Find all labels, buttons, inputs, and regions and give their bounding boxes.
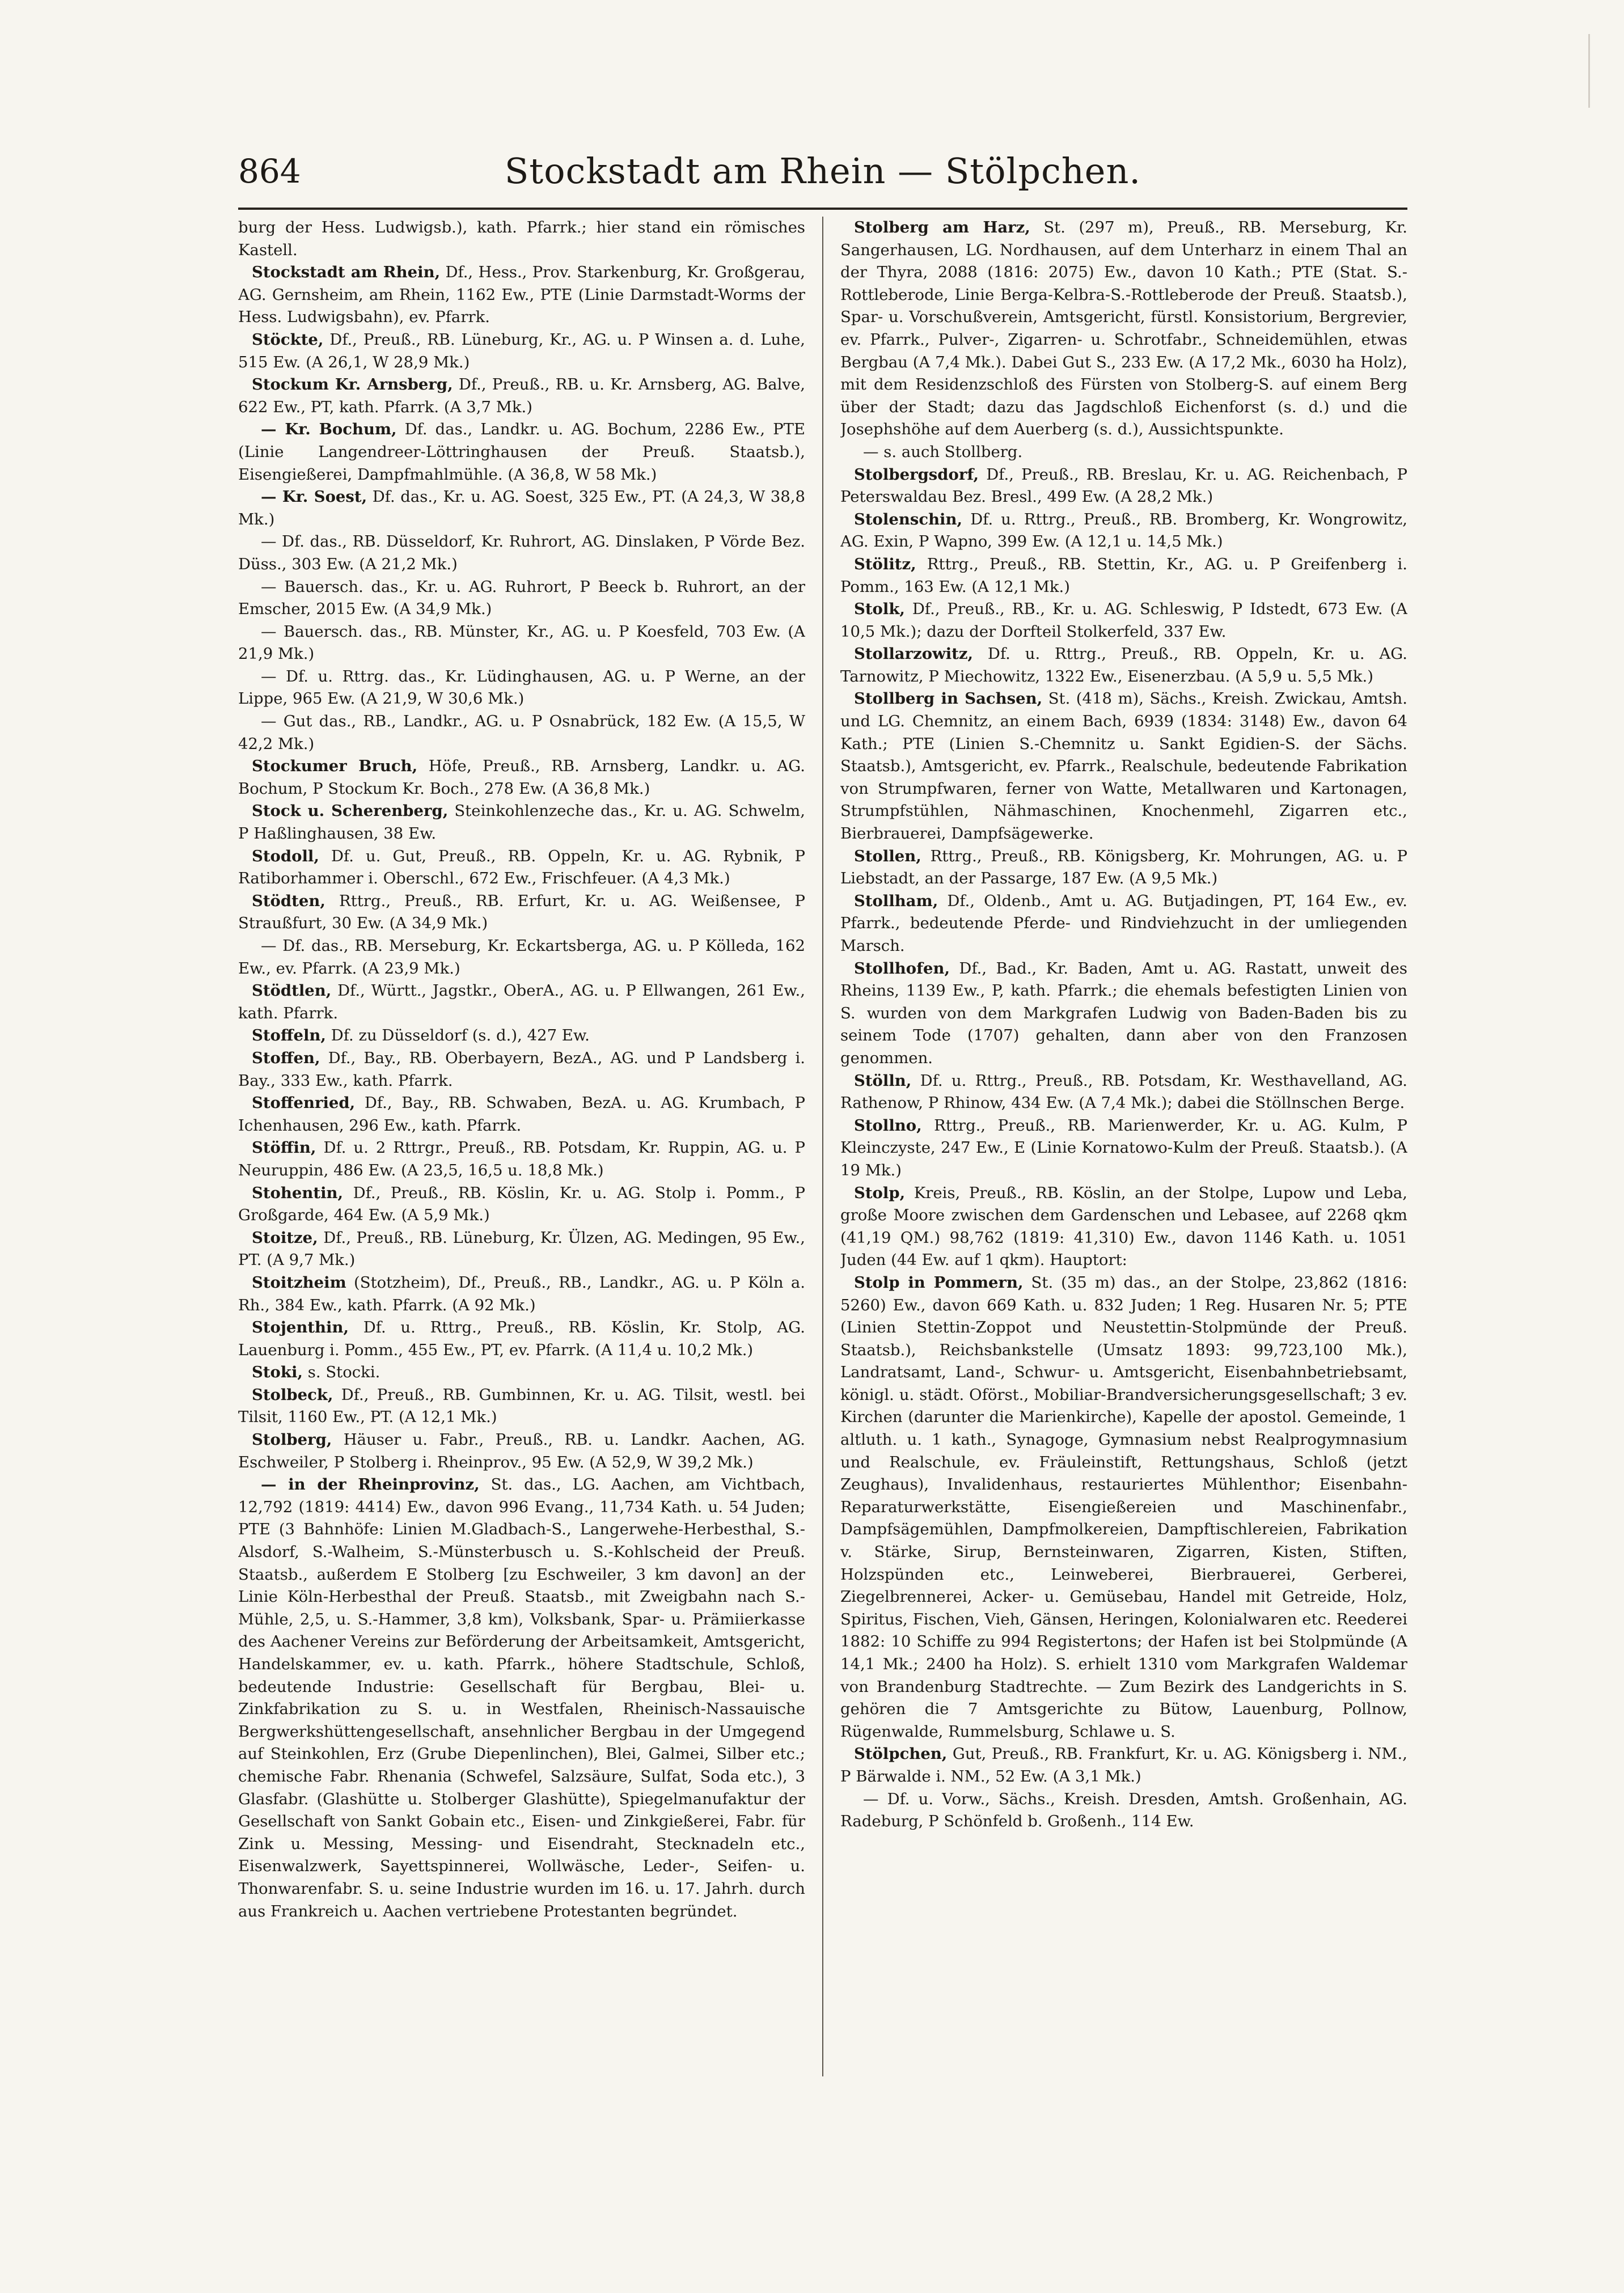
entry-headword: Stockumer Bruch, [252, 757, 418, 776]
entry-text: Df. u. Rttrg., Preuß., RB. Potsdam, Kr. Westhavelland, AG. Rathenow, P Rhinow, 434 Ew. (A 7,4 Mk.); dabei die Stöllnschen Berge. [840, 1071, 1407, 1112]
entry-headword: Stoitzheim [252, 1273, 346, 1292]
entry-text: Df. u. 2 Rttrgr., Preuß., RB. Potsdam, Kr. Ruppin, AG. u. P Neuruppin, 486 Ew. (A 23,5, 16,5 u. 18,8 Mk.) [238, 1139, 805, 1179]
column-divider [822, 217, 823, 2076]
entry-text: Rttrg., Preuß., RB. Erfurt, Kr. u. AG. Weißensee, P Straußfurt, 30 Ew. (A 34,9 Mk.) [238, 891, 805, 933]
gazetteer-entry [840, 1272, 1407, 1743]
running-title: Stockstadt am Rhein — Stölpchen. [504, 150, 1141, 192]
entry-headword: Stolberg, [252, 1431, 332, 1449]
entry-text: Df., Preuß., RB., Kr. u. AG. Schleswig, P Idstedt, 673 Ew. (A 10,5 Mk.); dazu der Dorfteil Stolkerfeld, 337 Ew. [840, 600, 1407, 641]
gazetteer-entry [238, 1025, 805, 1047]
gazetteer-entry [238, 329, 805, 374]
entry-headword: Stoffenried, [252, 1094, 356, 1112]
entry-headword: Stolbergsdorf, [854, 465, 979, 484]
gazetteer-entry [238, 890, 805, 935]
entry-text: — Df. u. Rttrg. das., Kr. Lüdinghausen, AG. u. P Werne, an der Lippe, 965 Ew. (A 21,9, W 30,6 Mk.) [238, 667, 805, 708]
gazetteer-entry [238, 261, 805, 329]
gazetteer-entry [238, 1272, 805, 1317]
entry-headword: — Kr. Soest, [261, 488, 367, 506]
gazetteer-entry [840, 688, 1407, 845]
entry-text: — s. auch Stollberg. [863, 442, 1023, 461]
entry-headword: Stölpchen, [854, 1745, 948, 1763]
entry-text: Df. u. Rttrg., Preuß., RB. Oppeln, Kr. u. AG. Tarnowitz, P Miechowitz, 1322 Ew., Eisenerzbau. (A 5,9 u. 5,5 Mk.) [840, 645, 1407, 686]
entry-text: (Stotzheim), Df., Preuß., RB., Landkr., AG. u. P Köln a. Rh., 384 Ew., kath. Pfarrk. (A 92 Mk.) [238, 1273, 805, 1314]
entry-text: Df., Preuß., RB. Lüneburg, Kr., AG. u. P Winsen a. d. Luhe, 515 Ew. (A 26,1, W 28,9 Mk.) [238, 330, 805, 371]
gazetteer-entry [238, 845, 805, 890]
gazetteer-entry [238, 1182, 805, 1227]
right-column [840, 217, 1407, 2076]
gazetteer-entry [840, 441, 1407, 464]
page-number: 864 [238, 152, 301, 191]
gazetteer-entry [238, 755, 805, 800]
gazetteer-entry [238, 710, 805, 755]
entry-headword: Stock u. Scherenberg, [252, 802, 449, 820]
gazetteer-entry [238, 800, 805, 845]
gazetteer-entry [238, 374, 805, 418]
entry-text: s. Stocki. [302, 1363, 380, 1382]
entry-text: Df. u. Rttrg., Preuß., RB. Bromberg, Kr. Wongrowitz, AG. Exin, P Wapno, 399 Ew. (A 12,1 u. 14,5 Mk.) [840, 510, 1407, 551]
gazetteer-entry [238, 1429, 805, 1474]
left-column [238, 217, 805, 2076]
gazetteer-entry [840, 553, 1407, 598]
gazetteer-entry [840, 598, 1407, 643]
gazetteer-entry [840, 890, 1407, 958]
entry-text: Rttrg., Preuß., RB. Stettin, Kr., AG. u. P Greifenberg i. Pomm., 163 Ew. (A 12,1 Mk.) [840, 555, 1407, 596]
entry-text: Df. das., Landkr. u. AG. Bochum, 2286 Ew., PTE (Linie Langendreer-Löttringhausen der Preuß. Staatsb.), Eisengießerei, Dampfmahlmühle. (A 36,8, W 58 Mk.) [238, 420, 805, 484]
gazetteer-entry [238, 418, 805, 486]
entry-text: St. (297 m), Preuß., RB. Merseburg, Kr. Sangerhausen, LG. Nordhausen, auf dem Unterharz in einem Thal an der Thyra, 2088 (1816: 2075) Ew., davon 10 Kath.; PTE (Stat. S.-Rottleberode, Linie Berga-Kelbra-S.-Rottleberode der Preuß. Staatsb.), Spar- u. Vorschußverein, Amtsgericht, fürstl. Konsistorium, Bergrevier, ev. Pfarrk., Pulver-, Zigarren- u. Schrotfabr., Schneidemühlen, etwas Bergbau (A 7,4 Mk.). Dabei Gut S., 233 Ew. (A 17,2 Mk., 6030 ha Holz), mit dem Residenzschloß des Fürsten von Stolberg-S. auf einem Berg über der Stadt; dazu das Jagdschloß Eichenforst (s. d.) und die Josephshöhe auf dem Auerberg (s. d.), Aussichtspunkte. [840, 218, 1407, 439]
entry-headword: Stolp in Pommern, [854, 1273, 1024, 1292]
entry-headword: Stojenthin, [252, 1318, 349, 1337]
entry-text: Df. das., Kr. u. AG. Soest, 325 Ew., PT. (A 24,3, W 38,8 Mk.) [238, 488, 805, 528]
entry-headword: Stohentin, [252, 1183, 344, 1202]
text-columns [238, 217, 1407, 2076]
gazetteer-entry [238, 576, 805, 621]
margin-mark [1566, 34, 1590, 108]
entry-text: — Df. das., RB. Düsseldorf, Kr. Ruhrort, AG. Dinslaken, P Vörde Bez. Düss., 303 Ew. (A 21,2 Mk.) [238, 532, 805, 573]
entry-text: Häuser u. Fabr., Preuß., RB. u. Landkr. Aachen, AG. Eschweiler, P Stolberg i. Rheinprov., 95 Ew. (A 52,9, W 39,2 Mk.) [238, 1431, 805, 1471]
entry-text: Df. u. Rttrg., Preuß., RB. Köslin, Kr. Stolp, AG. Lauenburg i. Pomm., 455 Ew., PT, ev. Pfarrk. (A 11,4 u. 10,2 Mk.) [238, 1318, 805, 1359]
gazetteer-entry [840, 845, 1407, 890]
entry-headword: Stolp, [854, 1183, 906, 1202]
gazetteer-entry [238, 1361, 805, 1384]
entry-headword: Stödten, [252, 891, 325, 910]
gazetteer-entry [238, 621, 805, 666]
gazetteer-entry [238, 1227, 805, 1272]
entry-text: Df., Oldenb., Amt u. AG. Butjadingen, PT, 164 Ew., ev. Pfarrk., bedeutende Pferde- und Rindviehzucht in der umliegenden Marsch. [840, 891, 1407, 955]
gazetteer-entry [840, 643, 1407, 688]
header-rule [238, 208, 1407, 210]
entry-headword: Stolbeck, [252, 1385, 333, 1404]
entry-text: St. das., LG. Aachen, am Vichtbach, 12,792 (1819: 4414) Ew., davon 996 Evang., 11,734 Kath. u. 54 Juden; PTE (3 Bahnhöfe: Linien M.Gladbach-S., Langerwehe-Herbesthal, S.-Alsdorf, S.-Walheim, S.-Münsterbusch u. S.-Kohlscheid der Preuß. Staatsb., außerdem E Stolberg [zu Eschweiler, 3 km davon] an der Linie Köln-Herbesthal der Preuß. Staatsb., mit Zweigbahn nach S.-Mühle, 2,5, u. S.-Hammer, 3,8 km), Volksbank, Spar- u. Prämiierkasse des Aachener Vereins zur Beförderung der Arbeitsamkeit, Amtsgericht, Handelskammer, ev. u. kath. Pfarrk., höhere Stadtschule, Schloß, bedeutende Industrie: Gesellschaft für Bergbau, Blei- u. Zinkfabrikation zu S. u. in Westfalen, Rheinisch-Nassauische Bergwerkshüttengesellschaft, ansehnlicher Bergbau in der Umgegend auf Steinkohlen, Erz (Grube Diepenlinchen), Blei, Galmei, Silber etc.; chemische Fabr. Rhenania (Schwefel, Salzsäure, Sulfat, Soda etc.), 3 Glasfabr. (Glashütte u. Stolberger Glashütte), Spiegelmanufaktur der Gesellschaft von Sankt Gobain etc., Eisen- und Zinkgießerei, Fabr. für Zink u. Messing, Messing- und Eisendraht, Stecknadeln etc., Eisenwalzwerk, Sayettspinnerei, Wollwäsche, Leder-, Seifen- u. Thonwarenfabr. S. u. seine Industrie wurden im 16. u. 17. Jahrh. durch aus Frankreich u. Aachen vertriebene Protestanten begründet. [238, 1475, 805, 1920]
entry-headword: Stockum Kr. Arnsberg, [252, 375, 453, 394]
entry-headword: — in der Rheinprovinz, [261, 1475, 480, 1494]
entry-text: Rttrg., Preuß., RB. Marienwerder, Kr. u. AG. Kulm, P Kleinczyste, 247 Ew., E (Linie Kornatowo-Kulm der Preuß. Staatsb.). (A 19 Mk.) [840, 1116, 1407, 1179]
entry-headword: Stolberg am Harz, [854, 218, 1030, 236]
entry-headword: Stölitz, [854, 555, 916, 573]
entry-headword: Stolk, [854, 600, 905, 619]
gazetteer-entry [238, 531, 805, 576]
gazetteer-entry [238, 486, 805, 531]
gazetteer-entry [840, 217, 1407, 441]
entry-text: Df., Bay., RB. Schwaben, BezA. u. AG. Krumbach, P Ichenhausen, 296 Ew., kath. Pfarrk. [238, 1094, 805, 1135]
gazetteer-entry [238, 1384, 805, 1429]
entry-headword: Stoitze, [252, 1228, 318, 1247]
gazetteer-entry [238, 666, 805, 710]
entry-headword: Stollarzowitz, [854, 645, 974, 663]
entry-text: Df., Württ., Jagstkr., OberA., AG. u. P Ellwangen, 261 Ew., kath. Pfarrk. [238, 981, 805, 1022]
gazetteer-entry [238, 1092, 805, 1137]
entry-text: Df., Bay., RB. Oberbayern, BezA., AG. und P Landsberg i. Bay., 333 Ew., kath. Pfarrk. [238, 1048, 805, 1090]
page-header [238, 149, 1407, 200]
entry-headword: Stölln, [854, 1071, 912, 1090]
gazetteer-entry [840, 1743, 1407, 1788]
entry-text: — Gut das., RB., Landkr., AG. u. P Osnabrück, 182 Ew. (A 15,5, W 42,2 Mk.) [238, 712, 805, 753]
entry-headword: Stollham, [854, 891, 938, 910]
entry-text: Df., Preuß., RB. Köslin, Kr. u. AG. Stolp i. Pomm., P Großgarde, 464 Ew. (A 5,9 Mk.) [238, 1183, 805, 1225]
entry-text: — Bauersch. das., RB. Münster, Kr., AG. u. P Koesfeld, 703 Ew. (A 21,9 Mk.) [238, 622, 805, 663]
gazetteer-entry [238, 1137, 805, 1182]
entry-headword: Stollno, [854, 1116, 922, 1135]
entry-text: — Df. das., RB. Merseburg, Kr. Eckartsberga, AG. u. P Kölleda, 162 Ew., ev. Pfarrk. (A 23,9 Mk.) [238, 937, 805, 978]
entry-headword: Stollhofen, [854, 959, 950, 978]
entry-text: Steinkohlenzeche das., Kr. u. AG. Schwelm, P Haßlinghausen, 38 Ew. [238, 802, 805, 843]
gazetteer-entry [840, 509, 1407, 553]
gazetteer-entry [840, 1182, 1407, 1272]
entry-text: Df. zu Düsseldorf (s. d.), 427 Ew. [326, 1026, 590, 1045]
entry-text: Df., Preuß., RB. u. Kr. Arnsberg, AG. Balve, 622 Ew., PT, kath. Pfarrk. (A 3,7 Mk.) [238, 375, 805, 416]
entry-headword: — Kr. Bochum, [261, 420, 397, 439]
entry-headword: Stödtlen, [252, 981, 332, 1000]
gazetteer-entry [238, 1474, 805, 1923]
gazetteer-entry [238, 1317, 805, 1361]
entry-headword: Stoffen, [252, 1048, 320, 1067]
entry-text: Df., Bad., Kr. Baden, Amt u. AG. Rastatt, unweit des Rheins, 1139 Ew., P, kath. Pfarrk.; die ehemals befestigten Linien von S. wurden von dem Markgrafen Ludwig von Baden-Baden bis zu seinem Tode (1707) gehalten, dann aber von den Franzosen genommen. [840, 959, 1407, 1067]
gazetteer-entry [238, 935, 805, 980]
entry-headword: Stöffin, [252, 1139, 316, 1157]
entry-text: Kreis, Preuß., RB. Köslin, an der Stolpe, Lupow und Leba, große Moore zwischen dem Gardenschen und Lebasee, auf 2268 qkm (41,19 QM.) 98,762 (1819: 41,310) Ew., davon 1146 Kath. u. 1051 Juden (44 Ew. auf 1 qkm). Hauptort: [840, 1183, 1407, 1270]
entry-headword: Stollen, [854, 847, 921, 865]
gazetteer-entry [238, 980, 805, 1025]
entry-text: Df., Preuß., RB. Breslau, Kr. u. AG. Reichenbach, P Peterswaldau Bez. Bresl., 499 Ew. (A 28,2 Mk.) [840, 465, 1407, 506]
entry-text: burg der Hess. Ludwigsb.), kath. Pfarrk.; hier stand ein römisches Kastell. [238, 218, 805, 259]
entry-text: — Df. u. Vorw., Sächs., Kreish. Dresden, Amtsh. Großenhain, AG. Radeburg, P Schönfeld b. Großenh., 114 Ew. [840, 1789, 1407, 1831]
entry-text: — Bauersch. das., Kr. u. AG. Ruhrort, P Beeck b. Ruhrort, an der Emscher, 2015 Ew. (A 34,9 Mk.) [238, 577, 805, 619]
entry-text: St. (418 m), Sächs., Kreish. Zwickau, Amtsh. und LG. Chemnitz, an einem Bach, 6939 (1834: 3148) Ew., davon 64 Kath.; PTE (Linien S.-Chemnitz u. Sankt Egidien-S. der Sächs. Staatsb.), Amtsgericht, ev. Pfarrk., Realschule, bedeutende Fabrikation von Strumpfwaren, ferner von Watte, Metallwaren und Kartonagen, Strumpfstühlen, Nähmaschinen, Knochenmehl, Zigarren etc., Bierbrauerei, Dampfsägewerke. [840, 689, 1407, 843]
gazetteer-entry [840, 1070, 1407, 1115]
entry-headword: Stolenschin, [854, 510, 963, 528]
gazetteer-entry [840, 464, 1407, 509]
gazetteer-entry [238, 217, 805, 261]
entry-headword: Stollberg in Sachsen, [854, 689, 1043, 708]
entry-text: St. (35 m) das., an der Stolpe, 23,862 (1816: 5260) Ew., davon 669 Kath. u. 832 Juden; 1 Reg. Husaren Nr. 5; PTE (Linien Stettin-Zoppot und Neustettin-Stolpmünde der Preuß. Staatsb.), Reichsbankstelle (Umsatz 1893: 99,723,100 Mk.), Landratsamt, Land-, Schwur- u. Amtsgericht, Eisenbahnbetriebsamt, königl. u. städt. Oförst., Mobiliar-Brandversicherungsgesellschaft; 3 ev. Kirchen (darunter die Marienkirche), Kapelle der apostol. Gemeinde, 1 altluth. u. 1 kath., Synagoge, Gymnasium nebst Realprogymnasium und Realschule, ev. Fräuleinstift, Rettungshaus, Schloß (jetzt Zeughaus), Invalidenhaus, restauriertes Mühlenthor; Eisenbahn-Reparaturwerkstätte, Eisengießereien und Maschinenfabr., Dampfsägemühlen, Dampfmolkereien, Dampftischlereien, Fabrikation v. Stärke, Sirup, Bernsteinwaren, Zigarren, Kisten, Stiften, Holzspünden etc., Leinweberei, Bierbrauerei, Gerberei, Ziegelbrennerei, Acker- u. Gemüsebau, Handel mit Getreide, Holz, Spiritus, Fischen, Vieh, Gänsen, Heringen, Kolonialwaren etc. Reederei 1882: 10 Schiffe zu 994 Registertons; der Hafen ist bei Stolpmünde (A 14,1 Mk.; 2400 ha Holz). S. erhielt 1310 vom Markgrafen Waldemar von Brandenburg Stadtrechte. — Zum Bezirk des Landgerichts in S. gehören die 7 Amtsgerichte zu Bütow, Lauenburg, Pollnow, Rügenwalde, Rummelsburg, Schlawe u. S. [840, 1273, 1407, 1741]
entry-text: Df., Preuß., RB. Gumbinnen, Kr. u. AG. Tilsit, westl. bei Tilsit, 1160 Ew., PT. (A 12,1 Mk.) [238, 1385, 805, 1427]
gazetteer-entry [840, 1115, 1407, 1182]
gazetteer-entry [840, 1788, 1407, 1833]
entry-text: Höfe, Preuß., RB. Arnsberg, Landkr. u. AG. Bochum, P Stockum Kr. Boch., 278 Ew. (A 36,8 Mk.) [238, 757, 805, 798]
entry-text: Df., Hess., Prov. Starkenburg, Kr. Großgerau, AG. Gernsheim, am Rhein, 1162 Ew., PTE (Linie Darmstadt-Worms der Hess. Ludwigsbahn), ev. Pfarrk. [238, 263, 805, 327]
entry-headword: Stoki, [252, 1363, 303, 1382]
gazetteer-entry [238, 1047, 805, 1092]
entry-headword: Stodoll, [252, 847, 319, 865]
gazetteer-entry [840, 958, 1407, 1070]
entry-text: Df. u. Gut, Preuß., RB. Oppeln, Kr. u. AG. Rybnik, P Ratiborhammer i. Oberschl., 672 Ew., Frischfeuer. (A 4,3 Mk.) [238, 847, 805, 888]
entry-headword: Stockstadt am Rhein, [252, 263, 441, 282]
entry-headword: Stoffeln, [252, 1026, 326, 1045]
entry-headword: Stöckte, [252, 330, 324, 349]
entry-text: Df., Preuß., RB. Lüneburg, Kr. Ülzen, AG. Medingen, 95 Ew., PT. (A 9,7 Mk.) [238, 1228, 805, 1270]
entry-text: Gut, Preuß., RB. Frankfurt, Kr. u. AG. Königsberg i. NM., P Bärwalde i. NM., 52 Ew. (A 3,1 Mk.) [840, 1745, 1407, 1786]
entry-text: Rttrg., Preuß., RB. Königsberg, Kr. Mohrungen, AG. u. P Liebstadt, an der Passarge, 187 Ew. (A 9,5 Mk.) [840, 847, 1407, 888]
